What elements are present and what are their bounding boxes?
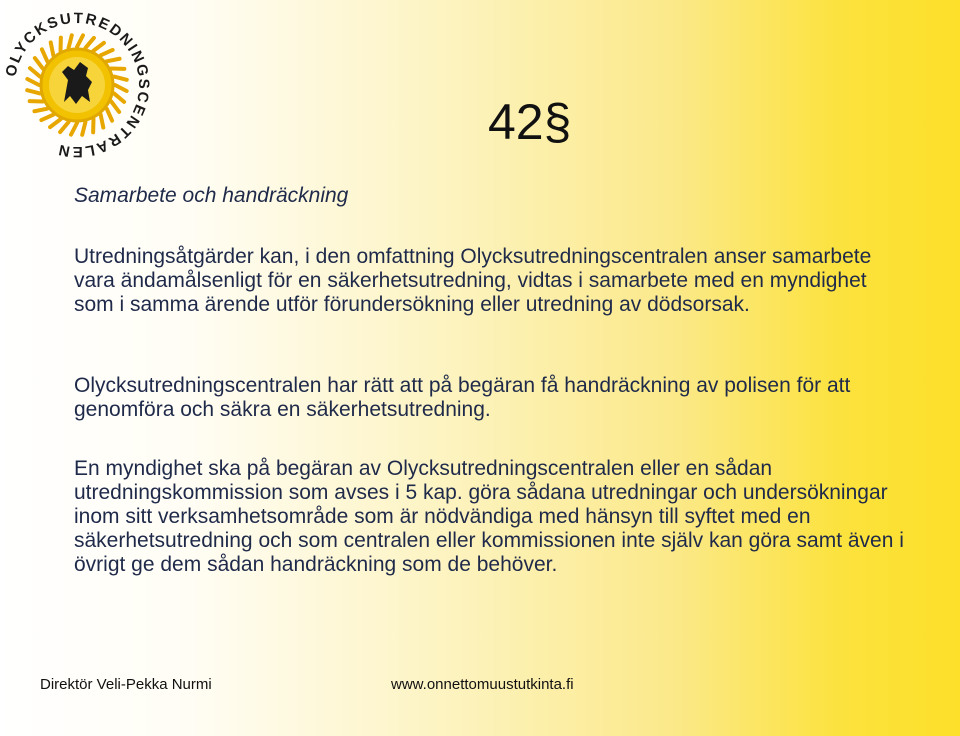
logo-ray	[41, 115, 53, 120]
logo-ray	[30, 68, 40, 76]
logo-ray	[82, 122, 85, 135]
logo-ray	[27, 90, 40, 93]
footer-website: www.onnettomuustutkinta.fi	[391, 676, 574, 693]
logo-ray	[85, 38, 93, 48]
logo-ray	[101, 115, 104, 128]
paragraph-1: Utredningsåtgärder kan, i den omfattning Olycksutredningscentralen anser samarbete vara ändamålsenligt för en säkerhetsutredning, vidtas i samarbete med en myndighet som i samma ärende utför förundersökning eller utredning av dödsorsak.	[74, 245, 872, 316]
logo-ray	[114, 93, 124, 101]
section-subtitle: Samarbete och handräckning	[74, 184, 349, 207]
logo-ray	[114, 77, 127, 80]
logo-ray	[34, 109, 47, 112]
logo-ray	[93, 43, 103, 51]
logo-ray	[77, 35, 83, 47]
logo-ray	[107, 109, 112, 121]
logo-ray	[69, 35, 72, 48]
logo-ray	[71, 123, 77, 135]
lion-emblem-icon	[2, 10, 152, 160]
section-number: 42§	[488, 94, 572, 150]
logo-ray	[42, 49, 47, 61]
logo-ray	[60, 122, 68, 132]
logo-ray	[50, 119, 60, 127]
paragraph-3: En myndighet ska på begäran av Olycksutredningscentralen eller en sådan utredningskommission som avses i 5 kap. göra sådana utredningar och undersökningar inom sitt verksamhetsområde som är nödvändiga med hänsyn till syftet med en säkerhetsutredning och som centralen eller kommissionen inte själv kan göra samt även i övrigt ge dem sådan handräckning som de behöver.	[74, 457, 904, 576]
paragraph-2: Olycksutredningscentralen har rätt att på begäran få handräckning av polisen för att genomföra och säkra en säkerhetsutredning.	[74, 374, 851, 421]
logo-ray	[35, 58, 43, 68]
logo-ray	[101, 50, 113, 55]
logo-ray	[27, 79, 39, 85]
logo-ray	[115, 85, 127, 91]
footer-author: Direktör Veli-Pekka Nurmi	[40, 676, 212, 693]
logo-ray	[107, 59, 120, 62]
olycksutredningscentralen-logo	[2, 10, 152, 160]
logo-ray	[111, 101, 119, 111]
logo-ring-text: OLYCKSUTREDNINGSCENTRALEN	[2, 10, 152, 160]
logo-ray	[51, 42, 54, 55]
